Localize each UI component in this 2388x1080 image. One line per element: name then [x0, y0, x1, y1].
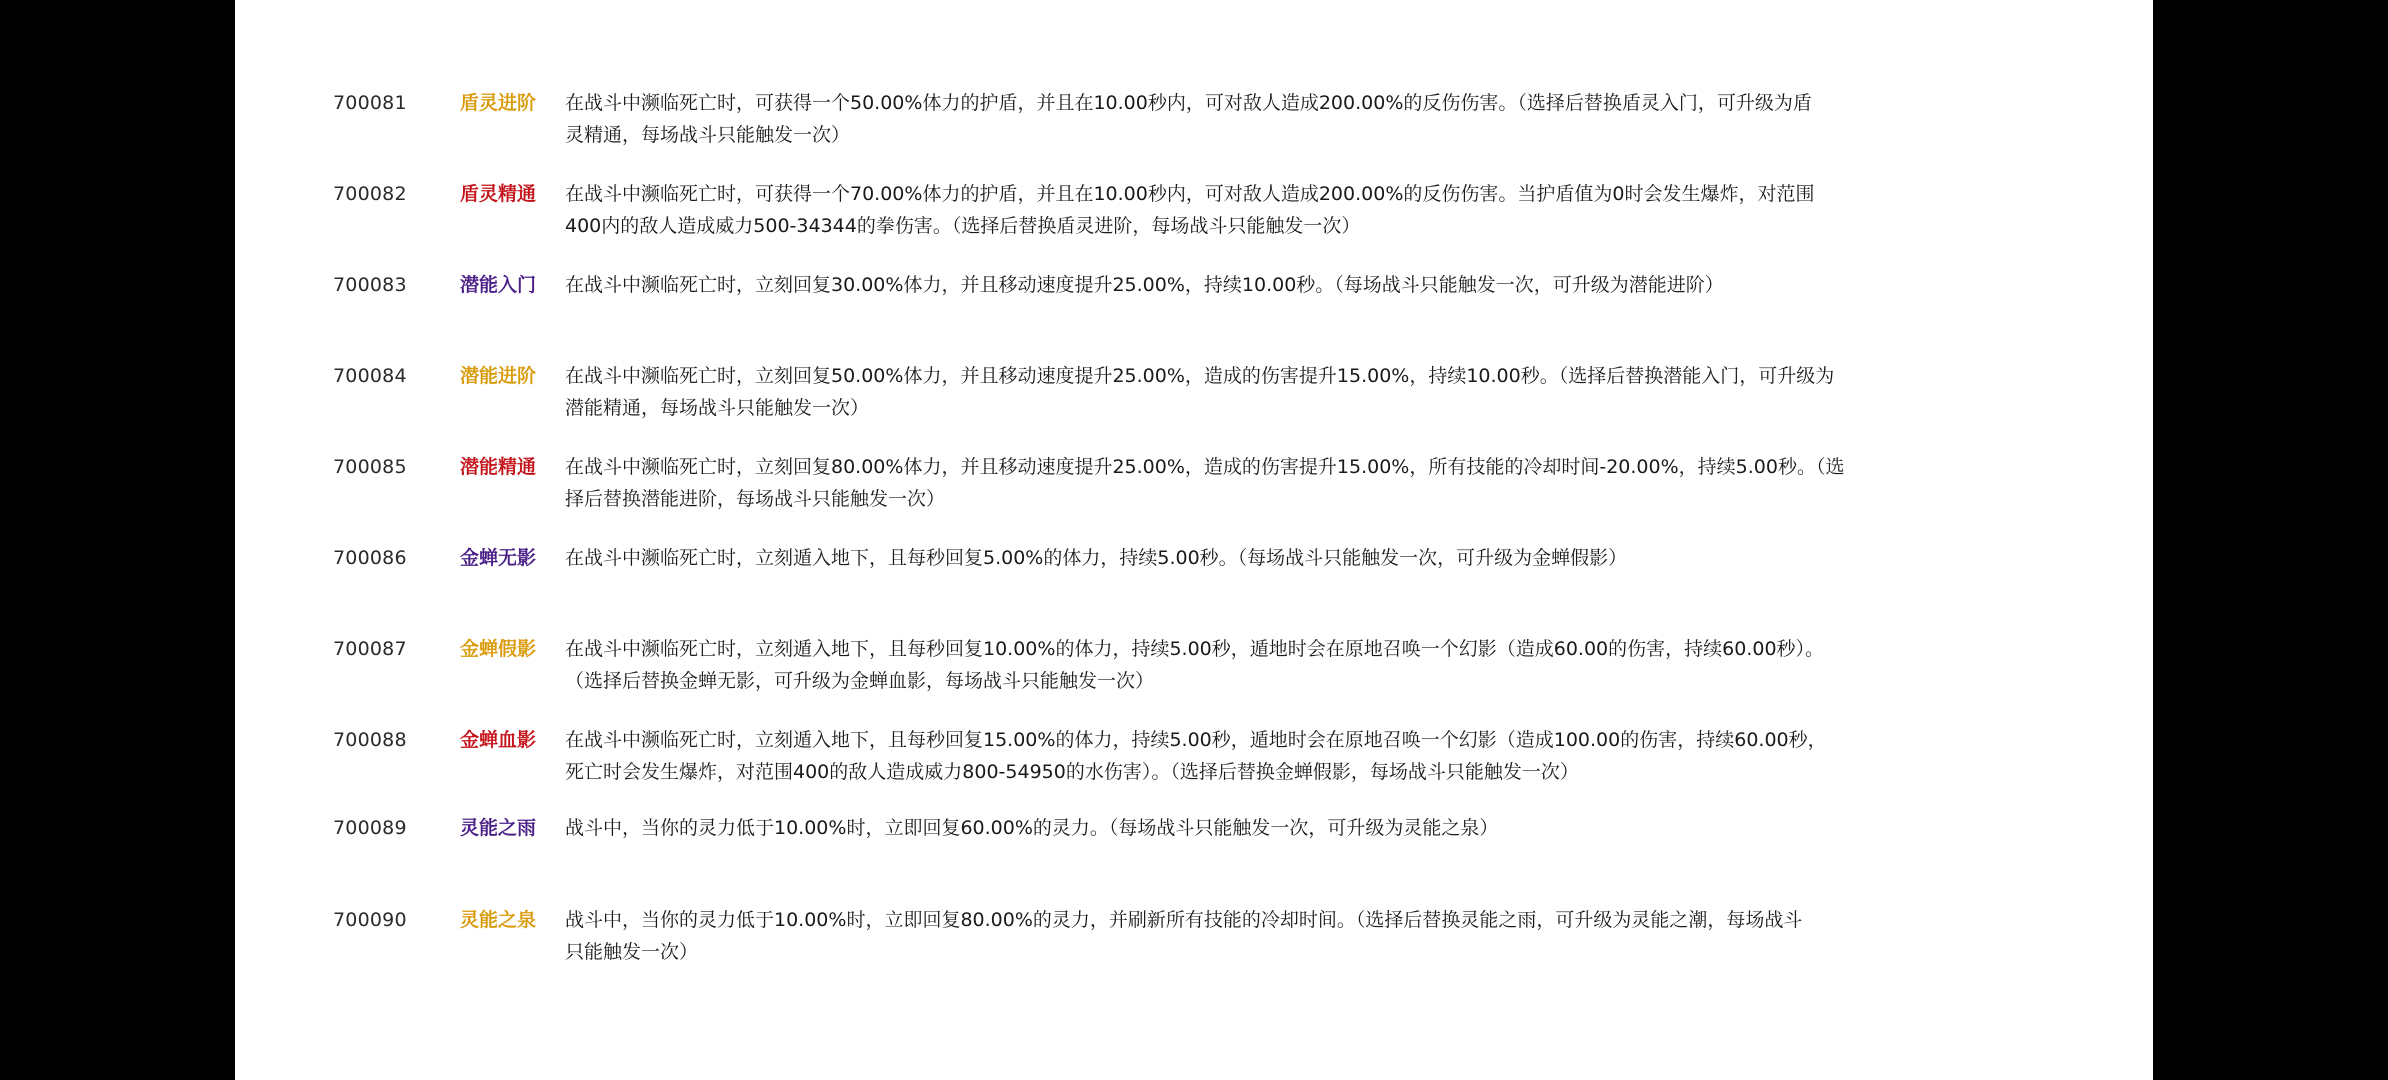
- description-line: 只能触发一次）: [565, 941, 699, 963]
- description-line: 在战斗中濒临死亡时，立刻遁入地下，且每秒回复15.00%的体力，持续5.00秒，遁地时会在原地召唤一个幻影（造成100.00的伤害，持续60.00秒，: [565, 729, 1827, 751]
- skill-id: 700085: [333, 456, 407, 478]
- skill-id: 700089: [333, 817, 407, 839]
- skill-description: [565, 451, 2085, 515]
- skill-description: [565, 724, 2085, 788]
- description-line: 在战斗中濒临死亡时，可获得一个70.00%体力的护盾，并且在10.00秒内，可对敌人造成200.00%的反伤伤害。当护盾值为0时会发生爆炸，对范围: [565, 183, 1815, 205]
- skill-name: 潜能精通: [459, 456, 536, 478]
- description-line: 400内的敌人造成威力500-34344的拳伤害。（选择后替换盾灵进阶，每场战斗只能触发一次）: [565, 215, 1361, 237]
- skill-name: 灵能之泉: [459, 909, 536, 931]
- description-line: 在战斗中濒临死亡时，立刻回复50.00%体力，并且移动速度提升25.00%，造成的伤害提升15.00%，持续10.00秒。（选择后替换潜能入门，可升级为: [565, 365, 1835, 387]
- description-line: 在战斗中濒临死亡时，立刻遁入地下，且每秒回复5.00%的体力，持续5.00秒。（每场战斗只能触发一次，可升级为金蝉假影）: [565, 547, 1628, 569]
- skill-id: 700084: [333, 365, 407, 387]
- skill-id: 700087: [333, 638, 407, 660]
- description-line: （选择后替换金蝉无影，可升级为金蝉血影，每场战斗只能触发一次）: [565, 670, 1155, 692]
- skill-name: 金蝉血影: [459, 729, 536, 751]
- skill-name: 金蝉假影: [459, 638, 536, 660]
- description-line: 潜能精通，每场战斗只能触发一次）: [565, 397, 870, 419]
- skill-id: 700090: [333, 909, 407, 931]
- skill-name: 盾灵精通: [459, 183, 536, 205]
- skill-description: [565, 269, 2085, 301]
- document-page: [235, 0, 2153, 1080]
- description-line: 在战斗中濒临死亡时，立刻回复30.00%体力，并且移动速度提升25.00%，持续10.00秒。（每场战斗只能触发一次，可升级为潜能进阶）: [565, 274, 1724, 296]
- skill-description: [565, 542, 2085, 574]
- skill-description: [565, 178, 2085, 242]
- description-line: 战斗中，当你的灵力低于10.00%时，立即回复80.00%的灵力，并刷新所有技能的冷却时间。（选择后替换灵能之雨，可升级为灵能之潮，每场战斗: [565, 909, 1803, 931]
- skill-id: 700086: [333, 547, 407, 569]
- description-line: 战斗中，当你的灵力低于10.00%时，立即回复60.00%的灵力。（每场战斗只能触发一次，可升级为灵能之泉）: [565, 817, 1499, 839]
- skill-name: 潜能入门: [459, 274, 536, 296]
- skill-name: 盾灵进阶: [459, 92, 536, 114]
- skill-id: 700081: [333, 92, 407, 114]
- skill-description: [565, 904, 2085, 968]
- skill-description: [565, 360, 2085, 424]
- skill-id: 700083: [333, 274, 407, 296]
- description-line: 死亡时会发生爆炸，对范围400的敌人造成威力800-54950的水伤害）。（选择后替换金蝉假影，每场战斗只能触发一次）: [565, 761, 1579, 783]
- description-line: 择后替换潜能进阶，每场战斗只能触发一次）: [565, 488, 946, 510]
- description-line: 灵精通，每场战斗只能触发一次）: [565, 124, 851, 146]
- description-line: 在战斗中濒临死亡时，可获得一个50.00%体力的护盾，并且在10.00秒内，可对敌人造成200.00%的反伤伤害。（选择后替换盾灵入门，可升级为盾: [565, 92, 1812, 114]
- skill-description: [565, 812, 2085, 844]
- skill-id: 700082: [333, 183, 407, 205]
- skill-id: 700088: [333, 729, 407, 751]
- skill-description: [565, 633, 2085, 697]
- skill-description: [565, 87, 2085, 151]
- description-line: 在战斗中濒临死亡时，立刻回复80.00%体力，并且移动速度提升25.00%，造成的伤害提升15.00%，所有技能的冷却时间-20.00%，持续5.00秒。（选: [565, 456, 1845, 478]
- skill-name: 灵能之雨: [459, 817, 536, 839]
- skill-name: 金蝉无影: [459, 547, 536, 569]
- description-line: 在战斗中濒临死亡时，立刻遁入地下，且每秒回复10.00%的体力，持续5.00秒，遁地时会在原地召唤一个幻影（造成60.00的伤害，持续60.00秒）。: [565, 638, 1825, 660]
- skill-name: 潜能进阶: [459, 365, 536, 387]
